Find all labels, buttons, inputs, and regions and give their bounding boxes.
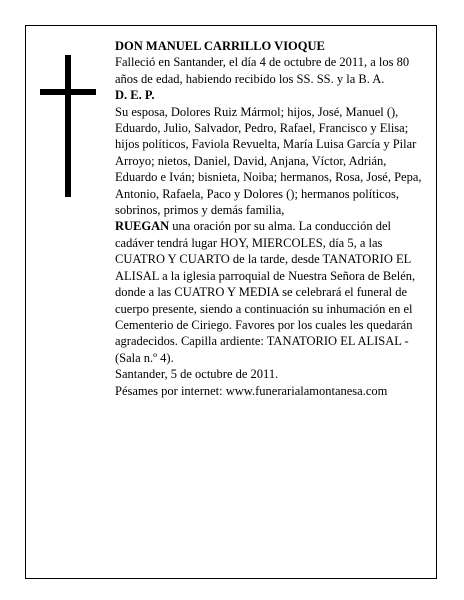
ruegan-label: RUEGAN	[115, 219, 170, 234]
ruegan-text: una oración por su alma. La conducción del cadáver tendrá lugar HOY, MIERCOLES, día 5, a las CUATRO Y CUARTO de la tarde, desde TANATORIO EL ALISAL a la iglesia parroquial de Nuestra Señora de Belén, donde a las CUATRO Y MEDIA se celebrará el funeral de cuerpo presente, siendo a continuación su inhumación en el Cementerio de Ciriego. Favores por los cuales les quedarán agradecidos. Capilla ardiente: TANATORIO EL ALISAL - (Sala n.º 4).	[115, 219, 416, 365]
cross-icon	[40, 55, 96, 197]
place-date: Santander, 5 de octubre de 2011.	[115, 367, 279, 382]
condolences-line: Pésames por internet: www.funerarialamontanesa.com	[115, 383, 388, 398]
death-notice: Falleció en Santander, el día 4 de octubre de 2011, a los 80 años de edad, habiendo recibido los SS. SS. y la B. A.	[115, 55, 410, 86]
ruegan-paragraph	[115, 218, 425, 366]
cross-horizontal-bar	[40, 89, 96, 95]
cross-vertical-bar	[65, 55, 71, 197]
obituary-text	[115, 38, 425, 399]
dep-heading: D. E. P.	[115, 88, 155, 103]
family-list: Su esposa, Dolores Ruiz Mármol; hijos, José, Manuel (), Eduardo, Julio, Salvador, Pedro, Rafael, Francisco y Elisa; hijos políticos, Faviola Revuelta, María Luisa García y Pilar Arroyo; nietos, Daniel, David, Anjana, Víctor, Adrián, Eduardo e Iván; bisnieta, Noiba; hermanos, Rosa, José, Pepa, Antonio, Rafaela, Paco y Dolores (); hermanos políticos, sobrinos, primos y demás familia,	[115, 104, 422, 218]
deceased-name: DON MANUEL CARRILLO VIOQUE	[115, 39, 325, 53]
